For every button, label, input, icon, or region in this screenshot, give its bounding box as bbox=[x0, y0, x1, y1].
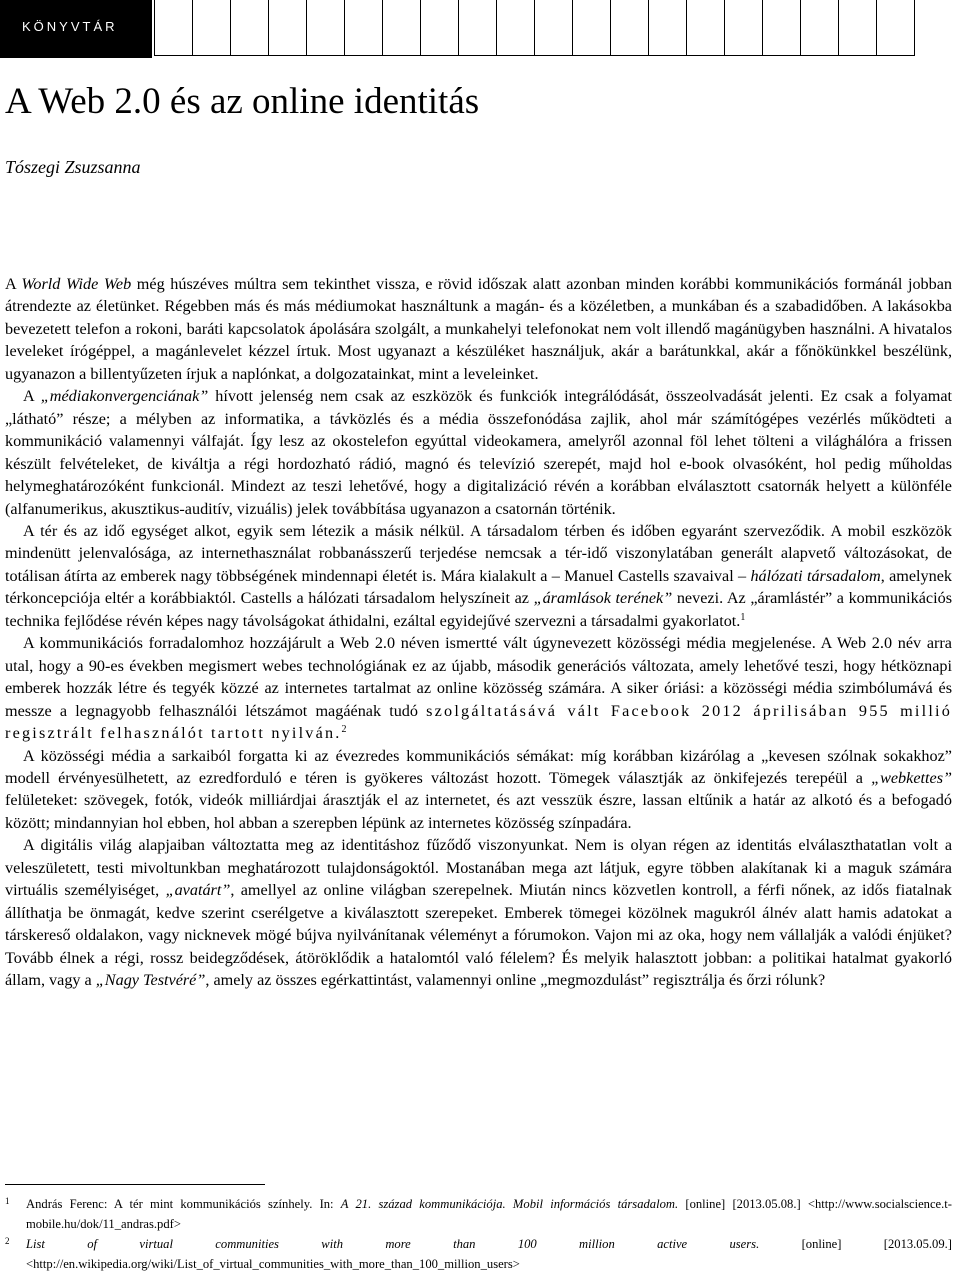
section-header-bar bbox=[0, 0, 152, 58]
footnote-link[interactable]: [online] [2013.05.09.] <http://en.wikipedia.org/wiki/List_of_virtual_communities_with_more_than_100_million_users> bbox=[26, 1237, 952, 1271]
emphasis: „áramlások terének” bbox=[533, 589, 673, 608]
footnote-number: 2 bbox=[5, 1236, 10, 1246]
header-grid-cell bbox=[762, 0, 801, 56]
header-grid-cell bbox=[838, 0, 877, 56]
header-grid-cell bbox=[344, 0, 383, 56]
paragraph: A „médiakonvergenciának” hívott jelenség nem csak az eszközök és funkciók integrálódását, összeolvadását jelenti. Ez csak a folyamat „látható” része; a mélyben az informatika, a távközlés és a média összefonódása zajlik, ahol már számítógépes vezérlés működteti a kommunikáció valamennyi válfaját. Így lesz az okostelefon egyúttal videokamera, amelyről azonnal föl lehet tölteni a világhálóra a frissen készült felvételeket, de kiváltja a régi hordozható rádió, magnó és televízió szerepét, majd hol e-book olvasóként, hol pedig műholdas helymeghatározóként funkcionál. Mindezt az teszi lehetővé, hogy a digitalizáció révén a korábban elválasztott csatornák helyett a különféle (alfanumerikus, akusztikus-auditív, vizuális) jelek továbbítása ugyanazon a csatornán történik. bbox=[5, 387, 953, 518]
footnote: 2 List of virtual communities with more than 100 million active users. [online] [2013.05.09.] <http://en.wikipedia.org/wiki/List_of_virtual_communities_with_more_than_100_million_users> bbox=[5, 1234, 952, 1274]
header-grid-cell bbox=[876, 0, 915, 56]
emphasis: „Nagy Testvéré” bbox=[95, 971, 206, 990]
footnote: 1 András Ferenc: A tér mint kommunikációs színhely. In: A 21. század kommunikációja. Mobil információs társadalom. [online] [2013.05.08.] <http://www.socialscience.t-mobile.hu/dok/11_andras.pdf> bbox=[5, 1194, 952, 1234]
header-grid-cell bbox=[610, 0, 649, 56]
paragraph: A World Wide Web még húszéves múltra sem tekinthet vissza, e rövid időszak alatt azonban minden korábbi kommunikációs formánál jobban átrendezte az életünket. Régebben más és más médiumokat használtunk a magán- és a közéletben, a munkában és a szabadidőben. A lakásokba bevezetett telefon a rokoni, baráti kapcsolatok ápolására szolgált, a munkahelyi telefonokat nem volt illendő magánügyben használni. A hivatalos leveleket írógéppel, a magánlevelet kézzel írtuk. Most ugyanazt a készüléket használjuk, akár a barátunkkal, akár a főnökünkkel beszélünk, ugyanazon a billentyűzeten írjuk a naplónkat, a dolgozatainkat, mint a leveleinket. bbox=[5, 275, 953, 383]
emphasis: World Wide Web bbox=[21, 275, 132, 293]
article-title: A Web 2.0 és az online identitás bbox=[5, 81, 480, 122]
header-grid-cell bbox=[420, 0, 459, 56]
header-grid-cell bbox=[230, 0, 269, 56]
paragraph: A digitális világ alapjaiban változtatta meg az identitáshoz fűződő viszonyunkat. Nem is olyan régen az identitás elválaszthatatlan volt a veleszületett, testi mivoltunkban meghatározott tulajdonságoktól. Mostanában mega azt látjuk, egyre többen alakítanak ki a maguk számára virtuális személyiséget, „avatárt”, amellyel az online világban szerepelnek. Miután nincs közvetlen kontroll, a férfi nőnek, az idős fiatalnak állíthatja be önmagát, kedve szerint cserélgetve a kiválasztott szerepeket. Emberek tömegei közölnek magukról álnév alatt hamis adatokat a társkereső oldalakon, vagy nicknevek mögé bújva nyilvánítanak véleményt a fórumokon. Vajon mi az oka, hogy nem vállalják a valódi énjüket? Tovább élnek a régi, rossz beidegződések, átöröklődik a hatalomtól való félelem? És melyik halasztott jobban: a politikai hatalmat gyakorló állam, vagy a „Nagy Testvéré”, amely az összes egérkattintást, valamennyi online „megmozdulást” regisztrálja és őrzi rólunk? bbox=[5, 836, 952, 990]
article-author: Tószegi Zsuzsanna bbox=[5, 157, 141, 177]
emphasis: „médiakonvergenciának” bbox=[40, 387, 209, 406]
emphasis: „avatárt” bbox=[165, 881, 231, 900]
paragraph: A tér és az idő egységet alkot, egyik sem létezik a másik nélkül. A társadalom térben és időben egyaránt szerveződik. A mobil eszközök mindenütt jelenvalósága, az internethasználat robbanásszerű terjedése nemcsak a tér-idő viszonylatában generált alapvető változásokat, de totálisan átírta az emberek nagy többségének mindennapi életét is. Mára kialakult a – Manuel Castells szavaival – hálózati társadalom, amelynek térkoncepciója eltér a korábbiaktól. Castells a hálózati társadalom helyszíneit az „áramlások terének” nevezi. Az „áramlástér” a kommunikációs technika fejlődése révén képes nagy távolságokat áthidalni, ezáltal egyidejűvé szervezni a társadalmi gyakorlatot.$^1$ bbox=[5, 521, 952, 630]
emphasis: „webkettes” bbox=[871, 768, 952, 787]
header-grid-cell bbox=[306, 0, 345, 56]
header-grid-cell bbox=[534, 0, 573, 56]
paragraph: A közösségi média a sarkaiból forgatta ki az évezredes kommunikációs sémákat: míg korábban kizárólag a „kevesen szólnak sokakhoz” modell érvényesülhetett, az ezredforduló e téren is gyökeres változást hozott. Tömegek választják az önkifejezés terepéül a „webkettes” felületeket: szövegek, fotók, videók milliárdjai árasztják el az internetet, és azt vesszük észre, lassan eltűnik a határ az alkotó és a befogadó között; mindannyian hol ebben, hol abban a szerepben lépünk az internetes közösség színpadára. bbox=[5, 746, 952, 832]
section-label: KÖNYVTÁR bbox=[22, 19, 118, 34]
footnote-ref[interactable]: 2 bbox=[341, 724, 347, 736]
emphasis: hálózati társadalom bbox=[750, 566, 881, 585]
footnote-link[interactable]: [online] [2013.05.08.] <http://www.socialscience.t-mobile.hu/dok/11_andras.pdf> bbox=[26, 1197, 952, 1231]
footnotes bbox=[5, 1194, 952, 1274]
header-grid-cell bbox=[496, 0, 535, 56]
header-grid-cell bbox=[572, 0, 611, 56]
header-grid-cell bbox=[458, 0, 497, 56]
header-grid-cell bbox=[724, 0, 763, 56]
header-grid-cell bbox=[382, 0, 421, 56]
article-body bbox=[5, 273, 952, 992]
header-grid-cell bbox=[268, 0, 307, 56]
header-grid bbox=[155, 0, 915, 56]
header-grid-cell bbox=[648, 0, 687, 56]
footnote-number: 1 bbox=[5, 1196, 10, 1206]
header-grid-cell bbox=[154, 0, 193, 56]
footnote-ref[interactable]: 1 bbox=[740, 611, 746, 623]
header-grid-cell bbox=[800, 0, 839, 56]
header-grid-cell bbox=[686, 0, 725, 56]
paragraph: A kommunikációs forradalomhoz hozzájárult a Web 2.0 néven ismertté vált úgynevezett közösségi média megjelenése. A Web 2.0 név arra utal, hogy a 90-es években megismert webes technológiának ez az újabb, második generációs változata, amely lehetővé teszi, hogy hétköznapi emberek hozzák létre és tegyék közzé az internetes tartalmat az online közösség számára. A siker óriási: a közösségi média szimbólumává és messze a legnagyobb felhasználói létszámot magáénak tudó szolgáltatásává vált Facebook 2012 áprilisában 955 millió regisztrált felhasználót tartott nyilván.$^2$ bbox=[5, 634, 953, 743]
header-grid-cell bbox=[192, 0, 231, 56]
footnote-divider bbox=[5, 1184, 265, 1185]
